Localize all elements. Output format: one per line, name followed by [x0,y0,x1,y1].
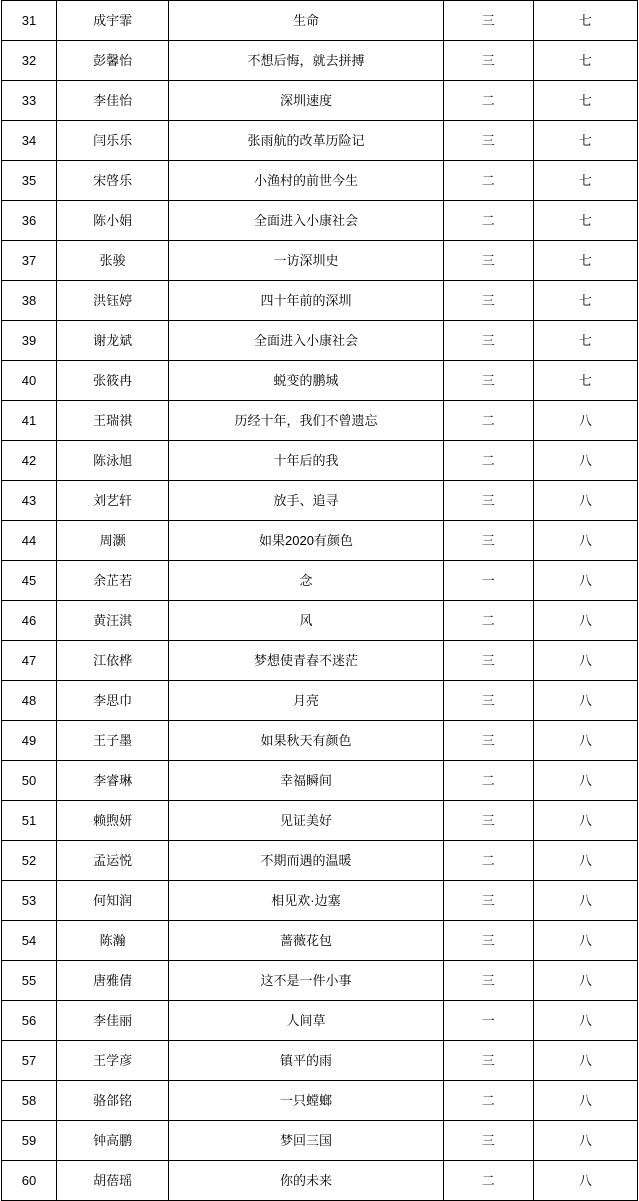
cell-index: 40 [2,361,57,401]
table-row [2,561,638,601]
cell-grade: 二 [443,1161,533,1201]
cell-index: 58 [2,1081,57,1121]
cell-name: 胡蓓瑶 [57,1161,169,1201]
cell-grade: 二 [443,601,533,641]
table-row [2,1121,638,1161]
cell-index: 37 [2,241,57,281]
cell-name: 王瑞祺 [57,401,169,441]
cell-grade: 三 [443,241,533,281]
table-row [2,201,638,241]
cell-index: 56 [2,1001,57,1041]
cell-name: 赖煦妍 [57,801,169,841]
cell-title: 小渔村的前世今生 [169,161,443,201]
cell-title: 念 [169,561,443,601]
cell-index: 44 [2,521,57,561]
cell-name: 宋啓乐 [57,161,169,201]
cell-name: 李佳怡 [57,81,169,121]
table-row [2,321,638,361]
cell-grade: 三 [443,1041,533,1081]
cell-index: 42 [2,441,57,481]
cell-title: 四十年前的深圳 [169,281,443,321]
table-row [2,721,638,761]
cell-grade: 三 [443,681,533,721]
cell-class: 八 [533,681,637,721]
cell-name: 钟高鹏 [57,1121,169,1161]
cell-class: 七 [533,41,637,81]
cell-index: 39 [2,321,57,361]
table-row [2,681,638,721]
cell-name: 彭馨怡 [57,41,169,81]
cell-index: 55 [2,961,57,1001]
cell-title: 梦想使青春不迷茫 [169,641,443,681]
cell-grade: 二 [443,761,533,801]
table-row [2,1081,638,1121]
cell-title: 如果秋天有颜色 [169,721,443,761]
cell-title: 全面进入小康社会 [169,201,443,241]
cell-title: 历经十年，我们不曾遗忘 [169,401,443,441]
cell-class: 八 [533,1121,637,1161]
cell-class: 七 [533,161,637,201]
table-row [2,1161,638,1201]
cell-title: 不想后悔，就去拼搏 [169,41,443,81]
cell-grade: 三 [443,881,533,921]
cell-class: 八 [533,1001,637,1041]
cell-class: 八 [533,721,637,761]
cell-grade: 三 [443,481,533,521]
cell-index: 60 [2,1161,57,1201]
cell-grade: 二 [443,1081,533,1121]
cell-name: 周灏 [57,521,169,561]
cell-title: 深圳速度 [169,81,443,121]
cell-class: 八 [533,561,637,601]
cell-index: 53 [2,881,57,921]
cell-class: 八 [533,481,637,521]
cell-name: 骆郃铭 [57,1081,169,1121]
cell-index: 59 [2,1121,57,1161]
cell-title: 张雨航的改革历险记 [169,121,443,161]
cell-index: 51 [2,801,57,841]
cell-index: 38 [2,281,57,321]
cell-grade: 三 [443,361,533,401]
cell-index: 33 [2,81,57,121]
cell-name: 孟运悦 [57,841,169,881]
cell-grade: 三 [443,281,533,321]
cell-grade: 一 [443,561,533,601]
cell-index: 41 [2,401,57,441]
cell-class: 八 [533,1161,637,1201]
cell-index: 32 [2,41,57,81]
cell-grade: 一 [443,1001,533,1041]
cell-name: 李睿琳 [57,761,169,801]
cell-index: 46 [2,601,57,641]
cell-index: 50 [2,761,57,801]
cell-grade: 三 [443,521,533,561]
cell-class: 八 [533,761,637,801]
cell-title: 幸福瞬间 [169,761,443,801]
cell-class: 七 [533,121,637,161]
cell-index: 54 [2,921,57,961]
cell-title: 一只螳螂 [169,1081,443,1121]
cell-title: 梦回三国 [169,1121,443,1161]
cell-grade: 三 [443,321,533,361]
cell-title: 生命 [169,1,443,41]
cell-title: 人间草 [169,1001,443,1041]
cell-title: 蔷薇花包 [169,921,443,961]
cell-grade: 二 [443,841,533,881]
cell-index: 34 [2,121,57,161]
cell-class: 八 [533,961,637,1001]
cell-grade: 二 [443,401,533,441]
table-row [2,481,638,521]
cell-grade: 三 [443,641,533,681]
cell-grade: 二 [443,441,533,481]
cell-grade: 三 [443,721,533,761]
cell-grade: 三 [443,1121,533,1161]
table-row [2,521,638,561]
cell-name: 刘艺轩 [57,481,169,521]
roster-table-body [2,1,638,1201]
cell-class: 七 [533,361,637,401]
cell-title: 镇平的雨 [169,1041,443,1081]
cell-name: 陈瀚 [57,921,169,961]
cell-class: 八 [533,521,637,561]
cell-class: 八 [533,841,637,881]
cell-grade: 二 [443,81,533,121]
cell-class: 八 [533,441,637,481]
table-row [2,841,638,881]
cell-index: 31 [2,1,57,41]
table-row [2,441,638,481]
cell-title: 你的未来 [169,1161,443,1201]
cell-name: 王子墨 [57,721,169,761]
table-row [2,281,638,321]
table-row [2,1001,638,1041]
cell-title: 不期而遇的温暖 [169,841,443,881]
cell-title: 全面进入小康社会 [169,321,443,361]
cell-name: 张筱冉 [57,361,169,401]
cell-class: 八 [533,641,637,681]
cell-name: 谢龙斌 [57,321,169,361]
cell-class: 八 [533,921,637,961]
table-row [2,41,638,81]
table-row [2,121,638,161]
cell-title: 这不是一件小事 [169,961,443,1001]
cell-title: 见证美好 [169,801,443,841]
cell-index: 43 [2,481,57,521]
cell-class: 八 [533,1081,637,1121]
cell-name: 陈小娟 [57,201,169,241]
cell-name: 李佳丽 [57,1001,169,1041]
cell-class: 八 [533,881,637,921]
cell-name: 黄汪淇 [57,601,169,641]
cell-name: 江依桦 [57,641,169,681]
cell-index: 36 [2,201,57,241]
cell-title: 月亮 [169,681,443,721]
cell-title: 放手、追寻 [169,481,443,521]
cell-index: 45 [2,561,57,601]
cell-class: 七 [533,201,637,241]
cell-name: 洪钰婷 [57,281,169,321]
cell-grade: 三 [443,1,533,41]
cell-title: 一访深圳史 [169,241,443,281]
cell-class: 七 [533,321,637,361]
cell-name: 李思巾 [57,681,169,721]
table-row [2,801,638,841]
cell-class: 七 [533,281,637,321]
table-row [2,601,638,641]
cell-grade: 二 [443,161,533,201]
cell-grade: 二 [443,201,533,241]
cell-class: 七 [533,1,637,41]
cell-class: 八 [533,601,637,641]
table-row [2,641,638,681]
table-row [2,921,638,961]
cell-name: 余芷若 [57,561,169,601]
cell-class: 七 [533,241,637,281]
cell-title: 蜕变的鹏城 [169,361,443,401]
table-row [2,761,638,801]
cell-index: 49 [2,721,57,761]
cell-grade: 三 [443,961,533,1001]
cell-name: 王学彦 [57,1041,169,1081]
cell-index: 57 [2,1041,57,1081]
table-row [2,161,638,201]
cell-grade: 三 [443,121,533,161]
cell-class: 八 [533,801,637,841]
table-row [2,241,638,281]
table-row [2,881,638,921]
cell-name: 唐雅倩 [57,961,169,1001]
table-row [2,361,638,401]
roster-table [1,0,638,1201]
cell-name: 何知润 [57,881,169,921]
cell-grade: 三 [443,41,533,81]
cell-index: 47 [2,641,57,681]
cell-title: 风 [169,601,443,641]
table-row [2,81,638,121]
cell-class: 八 [533,401,637,441]
cell-name: 张骏 [57,241,169,281]
cell-grade: 三 [443,921,533,961]
cell-class: 七 [533,81,637,121]
cell-index: 52 [2,841,57,881]
table-row [2,961,638,1001]
cell-name: 陈泳旭 [57,441,169,481]
cell-title: 相见欢·边塞 [169,881,443,921]
table-row [2,1,638,41]
cell-title: 十年后的我 [169,441,443,481]
cell-index: 48 [2,681,57,721]
cell-index: 35 [2,161,57,201]
cell-title: 如果2020有颜色 [169,521,443,561]
table-row [2,1041,638,1081]
cell-name: 成宇霏 [57,1,169,41]
cell-grade: 三 [443,801,533,841]
table-row [2,401,638,441]
cell-name: 闫乐乐 [57,121,169,161]
cell-class: 八 [533,1041,637,1081]
